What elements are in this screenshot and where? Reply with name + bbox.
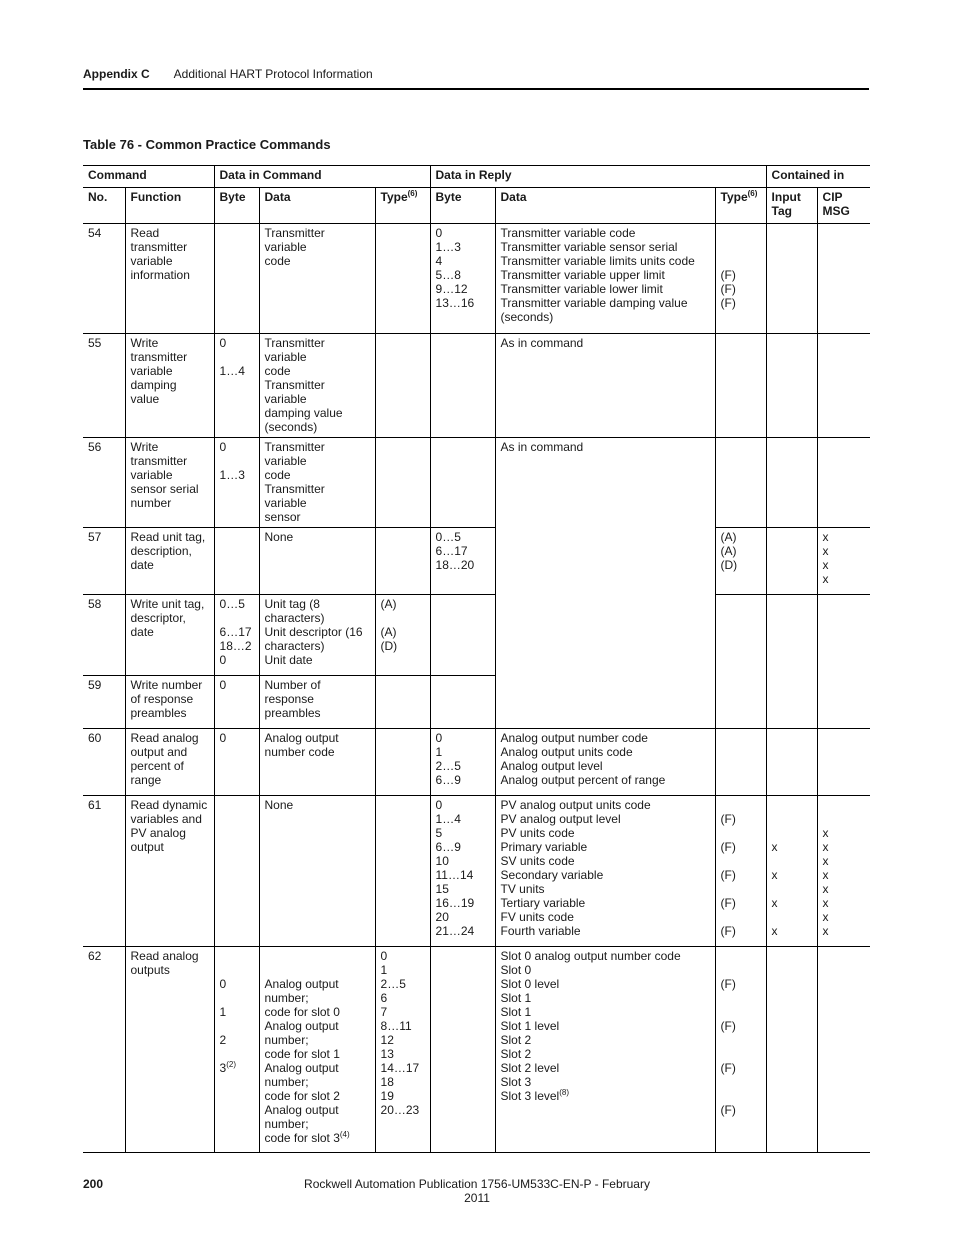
- cell-rep-type: [715, 595, 766, 729]
- cell-rep-byte: [430, 676, 495, 729]
- cell-cip-msg: [817, 729, 870, 796]
- cell-function: Read dynamic variables and PV analog output: [125, 796, 214, 947]
- col-function: Function: [125, 188, 214, 224]
- cell-input-tag: [766, 334, 817, 438]
- cell-function: Write transmitter variable sensor serial number: [125, 438, 214, 528]
- cell-input-tag: [766, 947, 817, 1153]
- cell-cmd-data: Analog output number; code for slot 0 Analog output number; code for slot 1 Analog output number; code for slot 2 Analog output number; code for slot 3$^{(4)}$: [259, 947, 375, 1153]
- running-header: [83, 67, 373, 81]
- cell-rep-byte: 0…5 6…17 18…20: [430, 528, 495, 595]
- cell-cmd-type: [375, 438, 430, 528]
- cell-rep-data: Transmitter variable code Transmitter variable sensor serial Transmitter variable limits units code Transmitter variable upper limit Transmitter variable lower limit Transmitter variable damping value (seconds): [495, 224, 715, 334]
- cell-function: Read unit tag, description, date: [125, 528, 214, 595]
- cell-function: Read transmitter variable information: [125, 224, 214, 334]
- col-rep-type: Type$^{(6)}$: [715, 188, 766, 224]
- cell-cip-msg: x x x x x x x x: [817, 796, 870, 947]
- page-number: 200: [83, 1177, 104, 1191]
- cell-cip-msg: [817, 224, 870, 334]
- cell-rep-type: (F) (F) (F): [715, 224, 766, 334]
- group-contained-in: Contained in: [766, 166, 870, 188]
- cell-input-tag: [766, 438, 817, 528]
- cell-cmd-type: (A) (A) (D): [375, 595, 430, 676]
- col-cmd-type: Type$^{(6)}$: [375, 188, 430, 224]
- cell-cmd-type: [375, 676, 430, 729]
- cell-function: Write transmitter variable damping value: [125, 334, 214, 438]
- cell-cip-msg: [817, 438, 870, 528]
- cell-input-tag: [766, 595, 817, 729]
- header-title: Additional HART Protocol Information: [173, 67, 373, 81]
- cell-function: Read analog output and percent of range: [125, 729, 214, 796]
- header-rule: [83, 88, 869, 90]
- col-cip-msg: CIP MSG: [817, 188, 870, 224]
- cell-input-tag: [766, 224, 817, 334]
- table-row: [83, 796, 870, 947]
- cell-no: 58: [83, 595, 125, 676]
- cell-rep-type: (F) (F) (F) (F): [715, 947, 766, 1153]
- cell-cmd-data: Transmitter variable code Transmitter variable sensor: [259, 438, 375, 528]
- cell-cmd-byte: 0: [214, 729, 259, 796]
- cell-cmd-data: Analog output number code: [259, 729, 375, 796]
- cell-cmd-data: Transmitter variable code Transmitter variable damping value (seconds): [259, 334, 375, 438]
- cell-rep-byte: 0 1…3 4 5…8 9…12 13…16: [430, 224, 495, 334]
- table-row: [83, 595, 870, 676]
- cell-no: 61: [83, 796, 125, 947]
- col-rep-byte: Byte: [430, 188, 495, 224]
- group-command: Command: [83, 166, 214, 188]
- cell-cmd-data: None: [259, 796, 375, 947]
- cell-cmd-byte: 0 1…4: [214, 334, 259, 438]
- appendix-label: Appendix C: [83, 67, 150, 81]
- cell-cmd-type: [375, 224, 430, 334]
- cell-cmd-byte: 0 1…3: [214, 438, 259, 528]
- group-data-in-reply: Data in Reply: [430, 166, 766, 188]
- col-rep-data: Data: [495, 188, 715, 224]
- cell-rep-byte: [430, 334, 495, 438]
- cell-function: Write number of response preambles: [125, 676, 214, 729]
- cell-rep-data: Slot 0 analog output number code Slot 0 Slot 0 level Slot 1 Slot 1 Slot 1 level Slot 2 Slot 2 Slot 2 level Slot 3 Slot 3 level$^{(8)}$: [495, 947, 715, 1153]
- cell-cip-msg: [817, 595, 870, 729]
- cell-cmd-byte: [214, 224, 259, 334]
- table-caption: Table 76 - Common Practice Commands: [83, 137, 331, 152]
- cell-rep-type: [715, 334, 766, 438]
- cell-cmd-data: Transmitter variable code: [259, 224, 375, 334]
- cell-rep-byte: 0 1 2…5 6…9: [430, 729, 495, 796]
- cell-function: Read analog outputs: [125, 947, 214, 1153]
- cell-cmd-type: [375, 334, 430, 438]
- cell-no: 56: [83, 438, 125, 528]
- cell-rep-byte: [430, 947, 495, 1153]
- column-header-row: [83, 188, 870, 224]
- cell-rep-data: PV analog output units code PV analog output level PV units code Primary variable SV units code Secondary variable TV units Tertiary variable FV units code Fourth variable: [495, 796, 715, 947]
- cell-cmd-byte: 0 1 2 3$^{(2)}$: [214, 947, 259, 1153]
- table-row: [83, 528, 870, 595]
- cell-cmd-type: [375, 796, 430, 947]
- cell-rep-byte: [430, 438, 495, 528]
- col-input-tag: Input Tag: [766, 188, 817, 224]
- table-row: [83, 224, 870, 334]
- cell-cmd-byte: [214, 796, 259, 947]
- cell-cip-msg: [817, 947, 870, 1153]
- cell-rep-type: (A) (A) (D): [715, 528, 766, 595]
- cell-cip-msg: [817, 334, 870, 438]
- cell-cmd-data: Number of response preambles: [259, 676, 375, 729]
- cell-rep-type: [715, 438, 766, 528]
- cell-rep-data: Analog output number code Analog output units code Analog output level Analog output percent of range: [495, 729, 715, 796]
- col-cmd-byte: Byte: [214, 188, 259, 224]
- col-no: No.: [83, 188, 125, 224]
- table-row: [83, 438, 870, 528]
- cell-function: Write unit tag, descriptor, date: [125, 595, 214, 676]
- cell-cip-msg: x x x x: [817, 528, 870, 595]
- cell-cmd-type: 0 1 2…5 6 7 8…11 12 13 14…17 18 19 20…23: [375, 947, 430, 1153]
- cell-no: 59: [83, 676, 125, 729]
- cell-input-tag: x x x x: [766, 796, 817, 947]
- cell-no: 55: [83, 334, 125, 438]
- group-data-in-command: Data in Command: [214, 166, 430, 188]
- col-cmd-data: Data: [259, 188, 375, 224]
- cell-rep-byte: 0 1…4 5 6…9 10 11…14 15 16…19 20 21…24: [430, 796, 495, 947]
- cell-rep-data: As in command: [495, 438, 715, 729]
- table-row: [83, 334, 870, 438]
- cell-cmd-data: None: [259, 528, 375, 595]
- cell-cmd-byte: [214, 528, 259, 595]
- cell-rep-byte: [430, 595, 495, 676]
- cell-input-tag: [766, 729, 817, 796]
- group-header-row: [83, 166, 870, 188]
- cell-rep-type: [715, 729, 766, 796]
- common-practice-commands-table: [83, 165, 870, 1153]
- cell-rep-type: (F) (F) (F) (F) (F): [715, 796, 766, 947]
- cell-cmd-byte: 0…5 6…17 18…2 0: [214, 595, 259, 676]
- cell-cmd-type: [375, 729, 430, 796]
- table-row: [83, 729, 870, 796]
- publication-info: Rockwell Automation Publication 1756-UM533C-EN-P - February 2011: [304, 1177, 650, 1205]
- table-row: [83, 947, 870, 1153]
- cell-cmd-type: [375, 528, 430, 595]
- cell-no: 62: [83, 947, 125, 1153]
- cell-no: 54: [83, 224, 125, 334]
- cell-input-tag: [766, 528, 817, 595]
- cell-cmd-data: Unit tag (8 characters) Unit descriptor (16 characters) Unit date: [259, 595, 375, 676]
- cell-rep-data: As in command: [495, 334, 715, 438]
- cell-no: 60: [83, 729, 125, 796]
- cell-no: 57: [83, 528, 125, 595]
- cell-cmd-byte: 0: [214, 676, 259, 729]
